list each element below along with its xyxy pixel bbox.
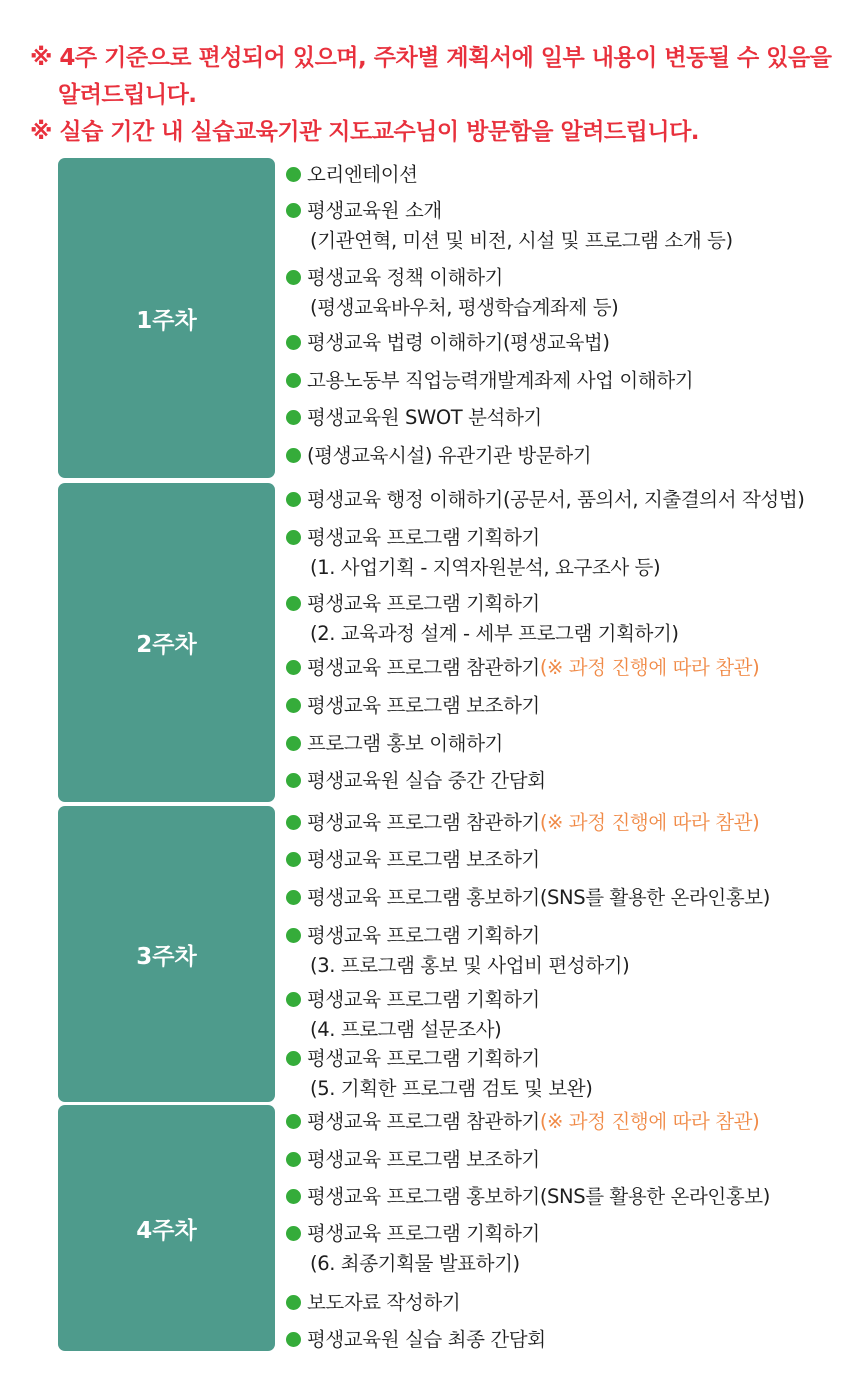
green-dot-icon (286, 815, 301, 830)
list-item (286, 1107, 856, 1137)
green-dot-icon (286, 203, 301, 218)
green-dot-icon (286, 852, 301, 867)
list-item (286, 1044, 856, 1104)
item-subtext: (1. 사업기획 - 지역자원분석, 요구조사 등) (310, 556, 661, 579)
item-line (286, 766, 856, 796)
item-text: 평생교육 프로그램 홍보하기(SNS를 활용한 온라인홍보) (307, 1185, 770, 1208)
green-dot-icon (286, 1152, 301, 1167)
item-text: 평생교육 프로그램 참관하기 (307, 811, 540, 834)
notice-professor-visit (30, 114, 850, 151)
item-line (286, 263, 856, 293)
green-dot-icon (286, 1114, 301, 1129)
item-line (286, 729, 856, 759)
item-line (286, 196, 856, 226)
list-item (286, 808, 856, 838)
item-line (286, 403, 856, 433)
green-dot-icon (286, 530, 301, 545)
item-text: 평생교육원 소개 (307, 199, 442, 222)
item-line (286, 921, 856, 951)
green-dot-icon (286, 992, 301, 1007)
item-text: 평생교육 프로그램 기획하기 (307, 924, 540, 947)
green-dot-icon (286, 596, 301, 611)
item-line (286, 1044, 856, 1074)
item-line (286, 1107, 856, 1137)
list-item (286, 589, 856, 649)
list-item (286, 1182, 856, 1212)
notice-line: ※ 4주 기준으로 편성되어 있으며, 주차별 계획서에 일부 내용이 변동될 수 있음을 (30, 45, 832, 71)
week-label: 2주차 (58, 483, 275, 802)
green-dot-icon (286, 660, 301, 675)
green-dot-icon (286, 410, 301, 425)
item-line (286, 1288, 856, 1318)
list-item (286, 196, 856, 256)
item-text: 보도자료 작성하기 (307, 1291, 461, 1314)
week-label: 3주차 (58, 806, 275, 1102)
list-item (286, 1288, 856, 1318)
list-item (286, 691, 856, 721)
item-line (286, 808, 856, 838)
green-dot-icon (286, 448, 301, 463)
list-item (286, 729, 856, 759)
item-line (286, 366, 856, 396)
item-line (286, 845, 856, 875)
item-line (286, 985, 856, 1015)
item-line (286, 441, 856, 471)
item-text: 오리엔테이션 (307, 163, 418, 186)
list-item (286, 883, 856, 913)
list-item (286, 1145, 856, 1175)
item-text: 평생교육 프로그램 참관하기 (307, 656, 540, 679)
item-line (286, 1325, 856, 1355)
item-line (286, 691, 856, 721)
green-dot-icon (286, 890, 301, 905)
list-item (286, 160, 856, 190)
item-line (286, 653, 856, 683)
item-text: 평생교육 프로그램 기획하기 (307, 1047, 540, 1070)
item-text: 평생교육 프로그램 기획하기 (307, 988, 540, 1011)
green-dot-icon (286, 373, 301, 388)
item-text: 평생교육 프로그램 기획하기 (307, 526, 540, 549)
item-line (286, 1219, 856, 1249)
list-item (286, 366, 856, 396)
item-text: 평생교육 프로그램 기획하기 (307, 592, 540, 615)
week-block (0, 1105, 860, 1351)
green-dot-icon (286, 1051, 301, 1066)
list-item (286, 653, 856, 683)
item-text: 평생교육 행정 이해하기(공문서, 품의서, 지출결의서 작성법) (307, 488, 805, 511)
notice-line-continued: 알려드립니다. (58, 82, 197, 108)
week-label: 1주차 (58, 158, 275, 478)
list-item (286, 328, 856, 358)
item-note: (※ 과정 진행에 따라 참관) (539, 656, 760, 679)
week-block (0, 806, 860, 1102)
green-dot-icon (286, 1226, 301, 1241)
green-dot-icon (286, 928, 301, 943)
green-dot-icon (286, 736, 301, 751)
item-line (286, 589, 856, 619)
item-line (286, 328, 856, 358)
item-text: 고용노동부 직업능력개발계좌제 사업 이해하기 (307, 369, 694, 392)
notice-schedule-change (30, 40, 850, 114)
item-subtext: (6. 최종기획물 발표하기) (310, 1252, 520, 1275)
item-line (286, 485, 856, 515)
item-text: 평생교육원 실습 최종 간담회 (307, 1328, 546, 1351)
list-item (286, 441, 856, 471)
green-dot-icon (286, 1332, 301, 1347)
item-text: 평생교육 프로그램 홍보하기(SNS를 활용한 온라인홍보) (307, 886, 770, 909)
item-text: 평생교육원 SWOT 분석하기 (307, 406, 542, 429)
green-dot-icon (286, 492, 301, 507)
item-text: 평생교육 프로그램 보조하기 (307, 694, 540, 717)
list-item (286, 1219, 856, 1279)
week-block (0, 158, 860, 478)
item-note: (※ 과정 진행에 따라 참관) (539, 1110, 760, 1133)
item-subtext: (5. 기획한 프로그램 검토 및 보완) (310, 1077, 593, 1100)
item-text: 프로그램 홍보 이해하기 (307, 732, 503, 755)
green-dot-icon (286, 167, 301, 182)
list-item (286, 403, 856, 433)
notices (30, 40, 850, 151)
green-dot-icon (286, 773, 301, 788)
item-line (286, 160, 856, 190)
green-dot-icon (286, 698, 301, 713)
item-subtext: (평생교육바우처, 평생학습계좌제 등) (310, 296, 619, 319)
list-item (286, 523, 856, 583)
item-text: 평생교육 프로그램 보조하기 (307, 1148, 540, 1171)
list-item (286, 766, 856, 796)
item-subtext: (4. 프로그램 설문조사) (310, 1018, 502, 1041)
list-item (286, 985, 856, 1045)
item-text: 평생교육 프로그램 기획하기 (307, 1222, 540, 1245)
item-text: 평생교육 프로그램 보조하기 (307, 848, 540, 871)
list-item (286, 845, 856, 875)
item-line (286, 883, 856, 913)
item-line (286, 1145, 856, 1175)
list-item (286, 921, 856, 981)
item-text: (평생교육시설) 유관기관 방문하기 (307, 444, 592, 467)
item-text: 평생교육원 실습 중간 간담회 (307, 769, 546, 792)
item-text: 평생교육 법령 이해하기(평생교육법) (307, 331, 610, 354)
item-note: (※ 과정 진행에 따라 참관) (539, 811, 760, 834)
week-block (0, 483, 860, 802)
green-dot-icon (286, 335, 301, 350)
list-item (286, 485, 856, 515)
item-subtext: (2. 교육과정 설계 - 세부 프로그램 기획하기) (310, 622, 679, 645)
green-dot-icon (286, 1295, 301, 1310)
green-dot-icon (286, 270, 301, 285)
green-dot-icon (286, 1189, 301, 1204)
item-subtext: (3. 프로그램 홍보 및 사업비 편성하기) (310, 954, 630, 977)
week-label: 4주차 (58, 1105, 275, 1351)
list-item (286, 1325, 856, 1355)
item-subtext: (기관연혁, 미션 및 비전, 시설 및 프로그램 소개 등) (310, 229, 733, 252)
item-line (286, 523, 856, 553)
item-text: 평생교육 프로그램 참관하기 (307, 1110, 540, 1133)
item-line (286, 1182, 856, 1212)
list-item (286, 263, 856, 323)
notice-line: ※ 실습 기간 내 실습교육기관 지도교수님이 방문함을 알려드립니다. (30, 119, 700, 145)
item-text: 평생교육 정책 이해하기 (307, 266, 503, 289)
